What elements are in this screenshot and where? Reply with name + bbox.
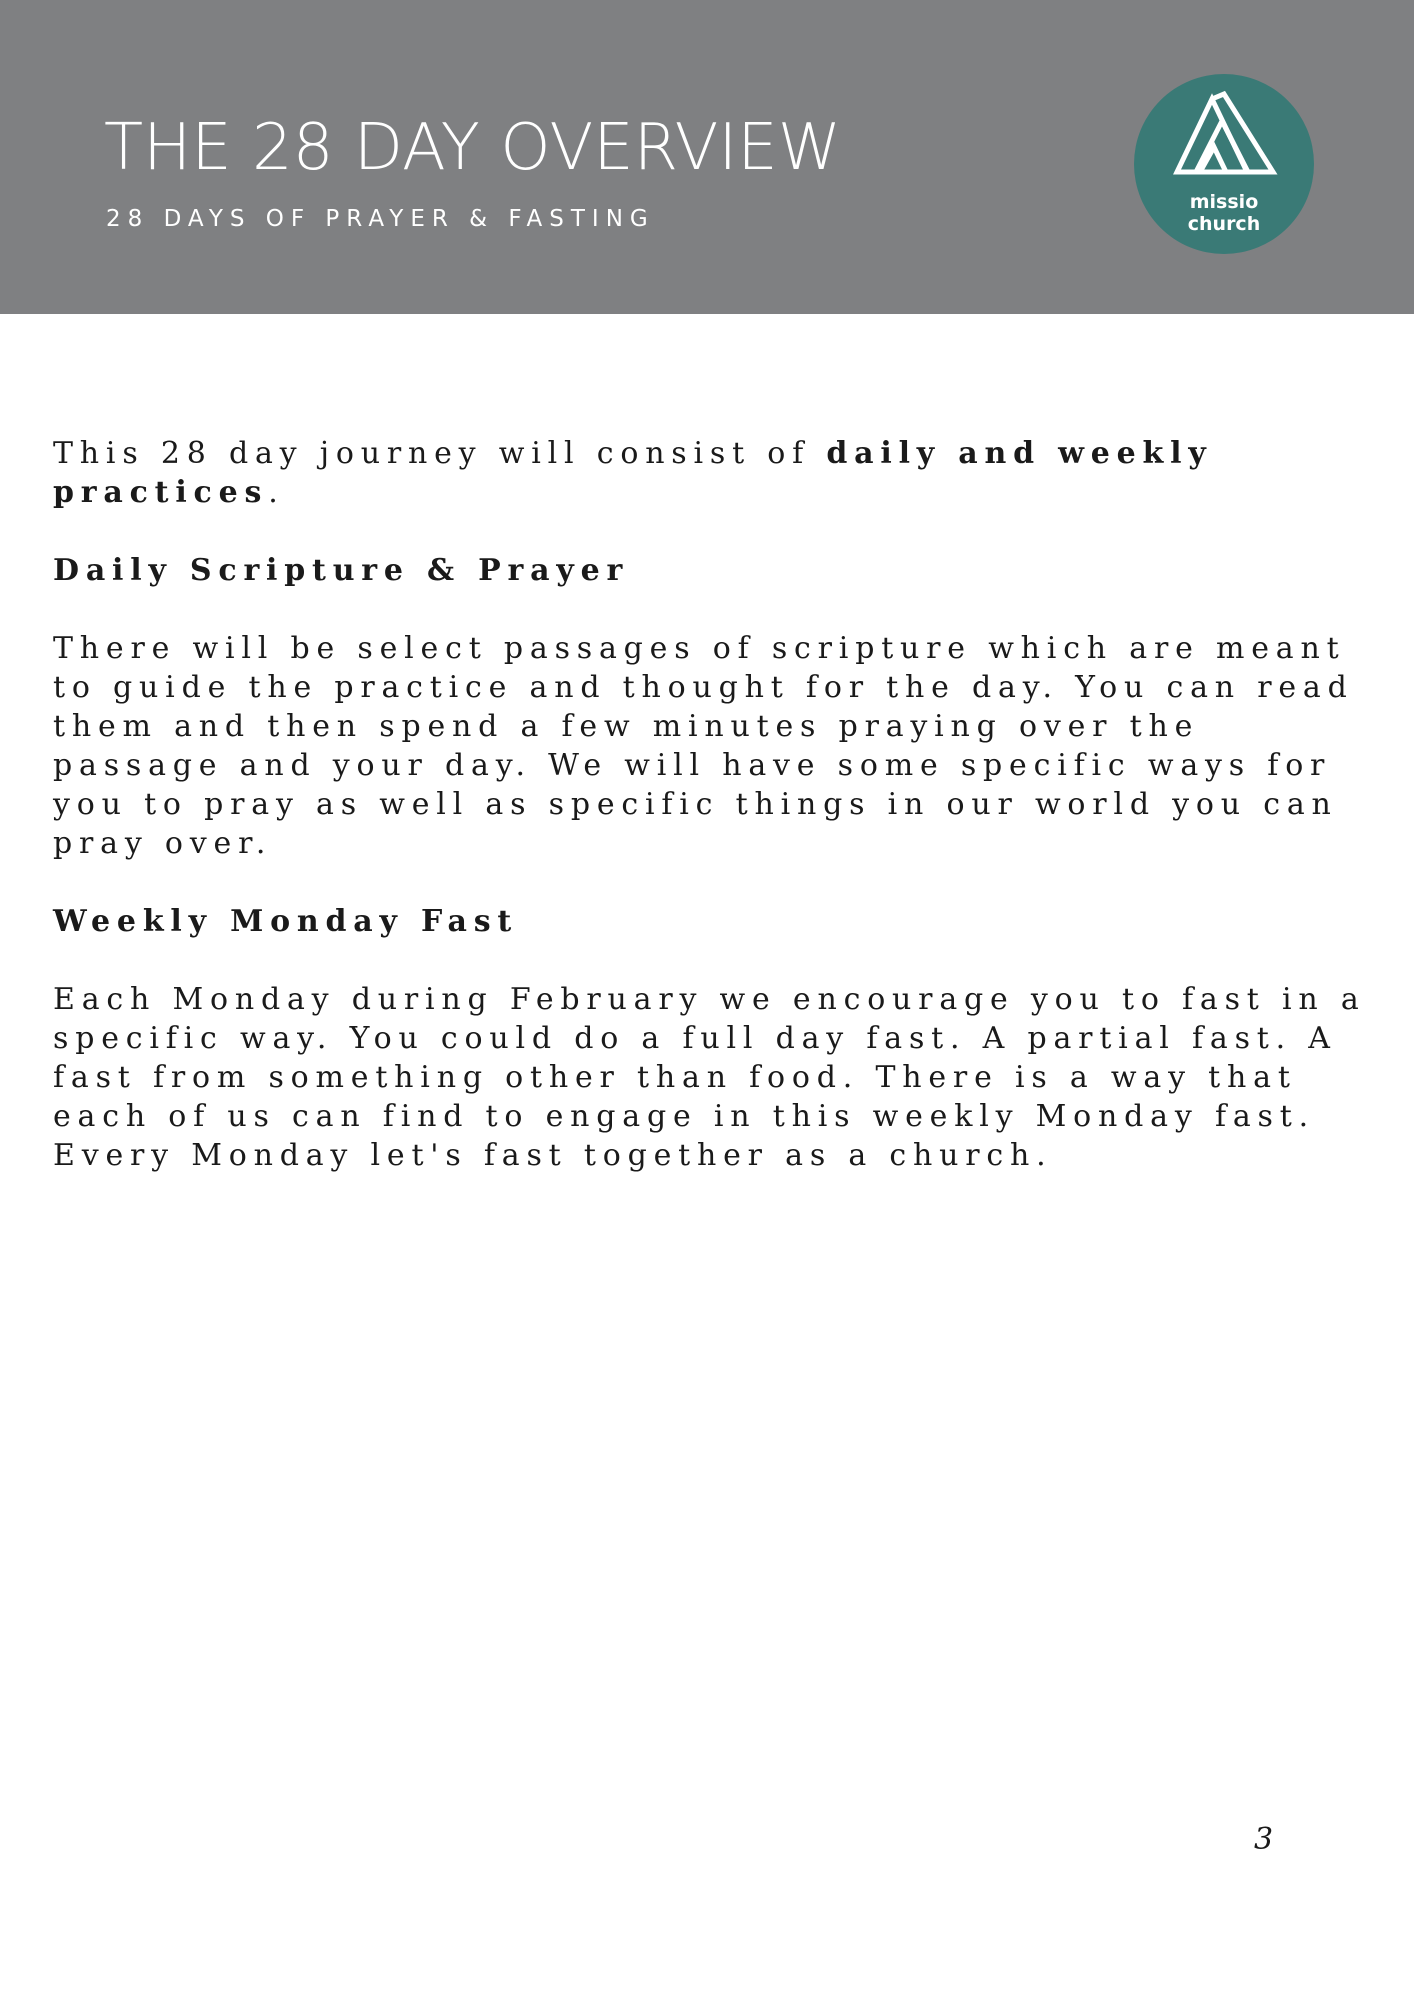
intro-paragraph [53,434,1373,512]
section-body-weekly: Each Monday during February we encourage you to fast in a specific way. You could do a full day fast. A partial fast. A fast from something other than food. There is a way that each of us can find to engage in this weekly Monday fast. Every Monday let's fast together as a church. [53,982,1366,1173]
intro-text-end: . [268,475,285,510]
missio-church-logo [1134,74,1314,254]
page-subtitle: 28 DAYS OF PRAYER & FASTING [106,206,655,232]
intro-text: This 28 day journey will consist of [53,436,827,471]
logo-text-line2: church [1187,213,1261,235]
page-title: THE 28 DAY OVERVIEW [104,111,841,185]
header-banner [0,0,1414,314]
section-body-daily: There will be select passages of scripture which are meant to guide the practice and thought for the day. You can read them and then spend a few minutes praying over the passage and your day. We will have some specific ways for you to pray as well as specific things in our world you can pray over. [53,631,1354,861]
main-content [53,434,1373,1214]
intro-bold-text: daily and weekly practices [53,436,1213,510]
section-heading-weekly: Weekly Monday Fast [53,904,519,939]
section-heading-daily: Daily Scripture & Prayer [53,553,630,588]
page-number: 3 [1254,1822,1274,1857]
logo-text-line1: missio [1189,191,1259,213]
